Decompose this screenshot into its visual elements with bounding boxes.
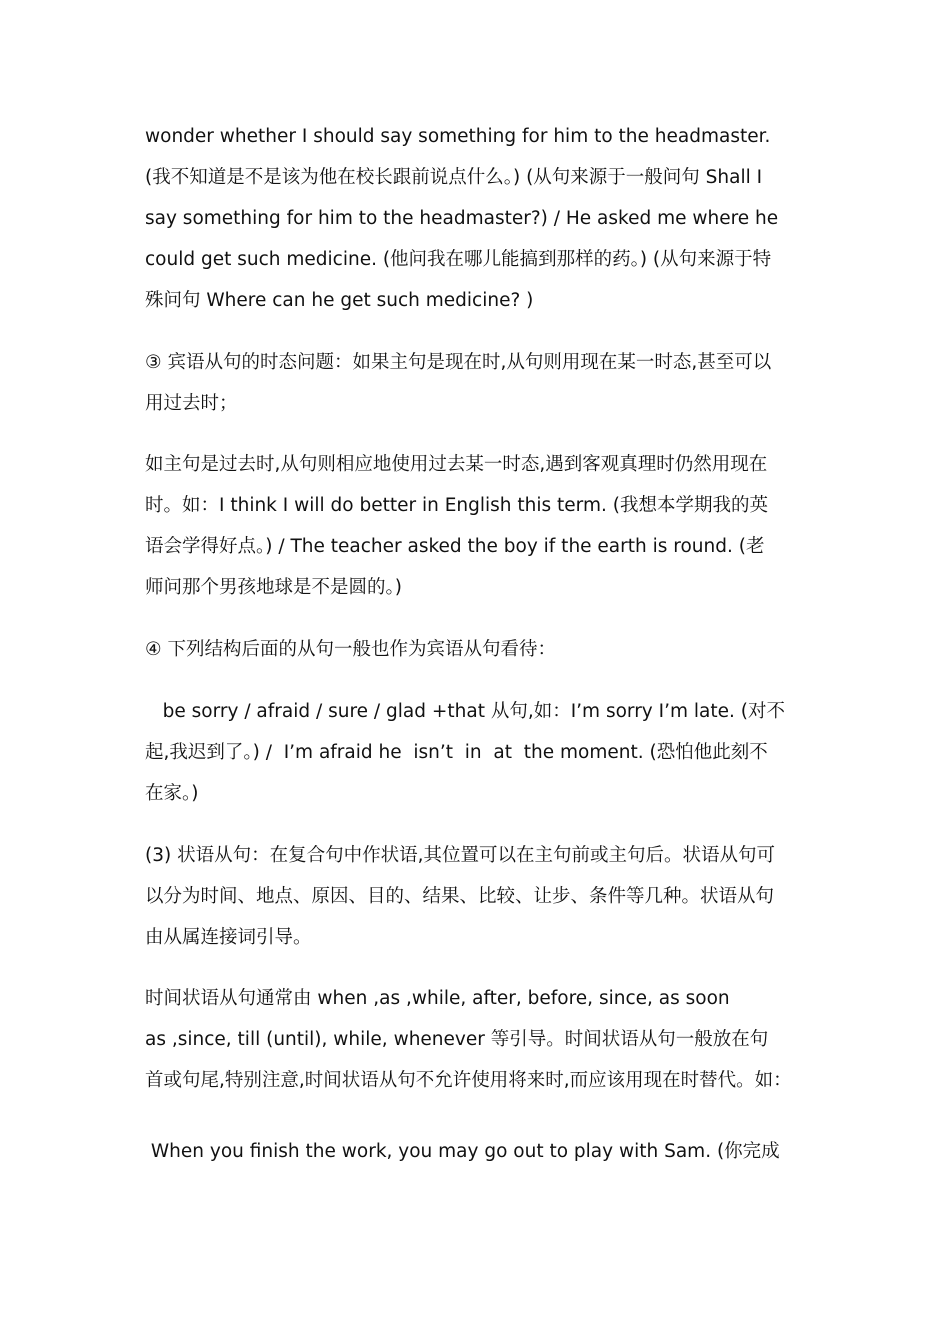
- text-line: ③ 宾语从句的时态问题：如果主句是现在时,从句则用现在某一时态,甚至可以: [145, 352, 772, 373]
- paragraph-adverbial-clause: [145, 835, 810, 958]
- text-line: 语会学得好点。) / The teacher asked the boy if the earth is round. (老: [145, 536, 765, 557]
- paragraph-past-tense-rule: [145, 444, 810, 608]
- text-line: 如主句是过去时,从句则相应地使用过去某一时态,遇到客观真理时仍然用现在: [145, 454, 768, 475]
- paragraph-object-clause-tense: [145, 342, 810, 424]
- text-line: 师问那个男孩地球是不是圆的。): [145, 577, 402, 598]
- text-line: 时间状语从句通常由 when ,as ,while, after, before, since, as soon: [145, 988, 730, 1009]
- paragraph-noun-clause-examples: [145, 116, 810, 321]
- text-line: 以分为时间、地点、原因、目的、结果、比较、让步、条件等几种。状语从句: [145, 886, 775, 907]
- text-line: 首或句尾,特别注意,时间状语从句不允许使用将来时,而应该用现在时替代。如：: [145, 1070, 792, 1091]
- text-line: wonder whether I should say something for him to the headmaster.: [145, 126, 771, 147]
- text-line: as ,since, till (until), while, whenever 等引导。时间状语从句一般放在句: [145, 1029, 769, 1050]
- text-line: 时。如：I think I will do better in English this term. (我想本学期我的英: [145, 495, 768, 516]
- text-line: 用过去时；: [145, 393, 238, 414]
- text-line: ④ 下列结构后面的从句一般也作为宾语从句看待：: [145, 639, 556, 660]
- text-line: say something for him to the headmaster?) / He asked me where he: [145, 208, 779, 229]
- text-line: 在家。): [145, 783, 199, 804]
- text-line: When you finish the work, you may go out to play with Sam. (你完成: [145, 1141, 780, 1162]
- paragraph-time-adverbial-clause: [145, 978, 810, 1101]
- text-line: 由从属连接词引导。: [145, 927, 312, 948]
- text-line: 殊问句 Where can he get such medicine? ): [145, 290, 534, 311]
- text-line: could get such medicine. (他问我在哪儿能搞到那样的药。) (从句来源于特: [145, 249, 772, 270]
- paragraph-sorry-afraid-examples: [145, 691, 810, 814]
- text-line: 起,我迟到了。) / I’m afraid he isn’t in at the moment. (恐怕他此刻不: [145, 742, 768, 763]
- text-line: (我不知道是不是该为他在校长跟前说点什么。) (从句来源于一般问句 Shall I: [145, 167, 763, 188]
- text-line: (3) 状语从句：在复合句中作状语,其位置可以在主句前或主句后。状语从句可: [145, 845, 775, 866]
- paragraph-when-example: [145, 1131, 810, 1172]
- text-line: be sorry / afraid / sure / glad +that 从句,如：I’m sorry I’m late. (对不: [145, 701, 785, 722]
- paragraph-structures-heading: [145, 629, 810, 670]
